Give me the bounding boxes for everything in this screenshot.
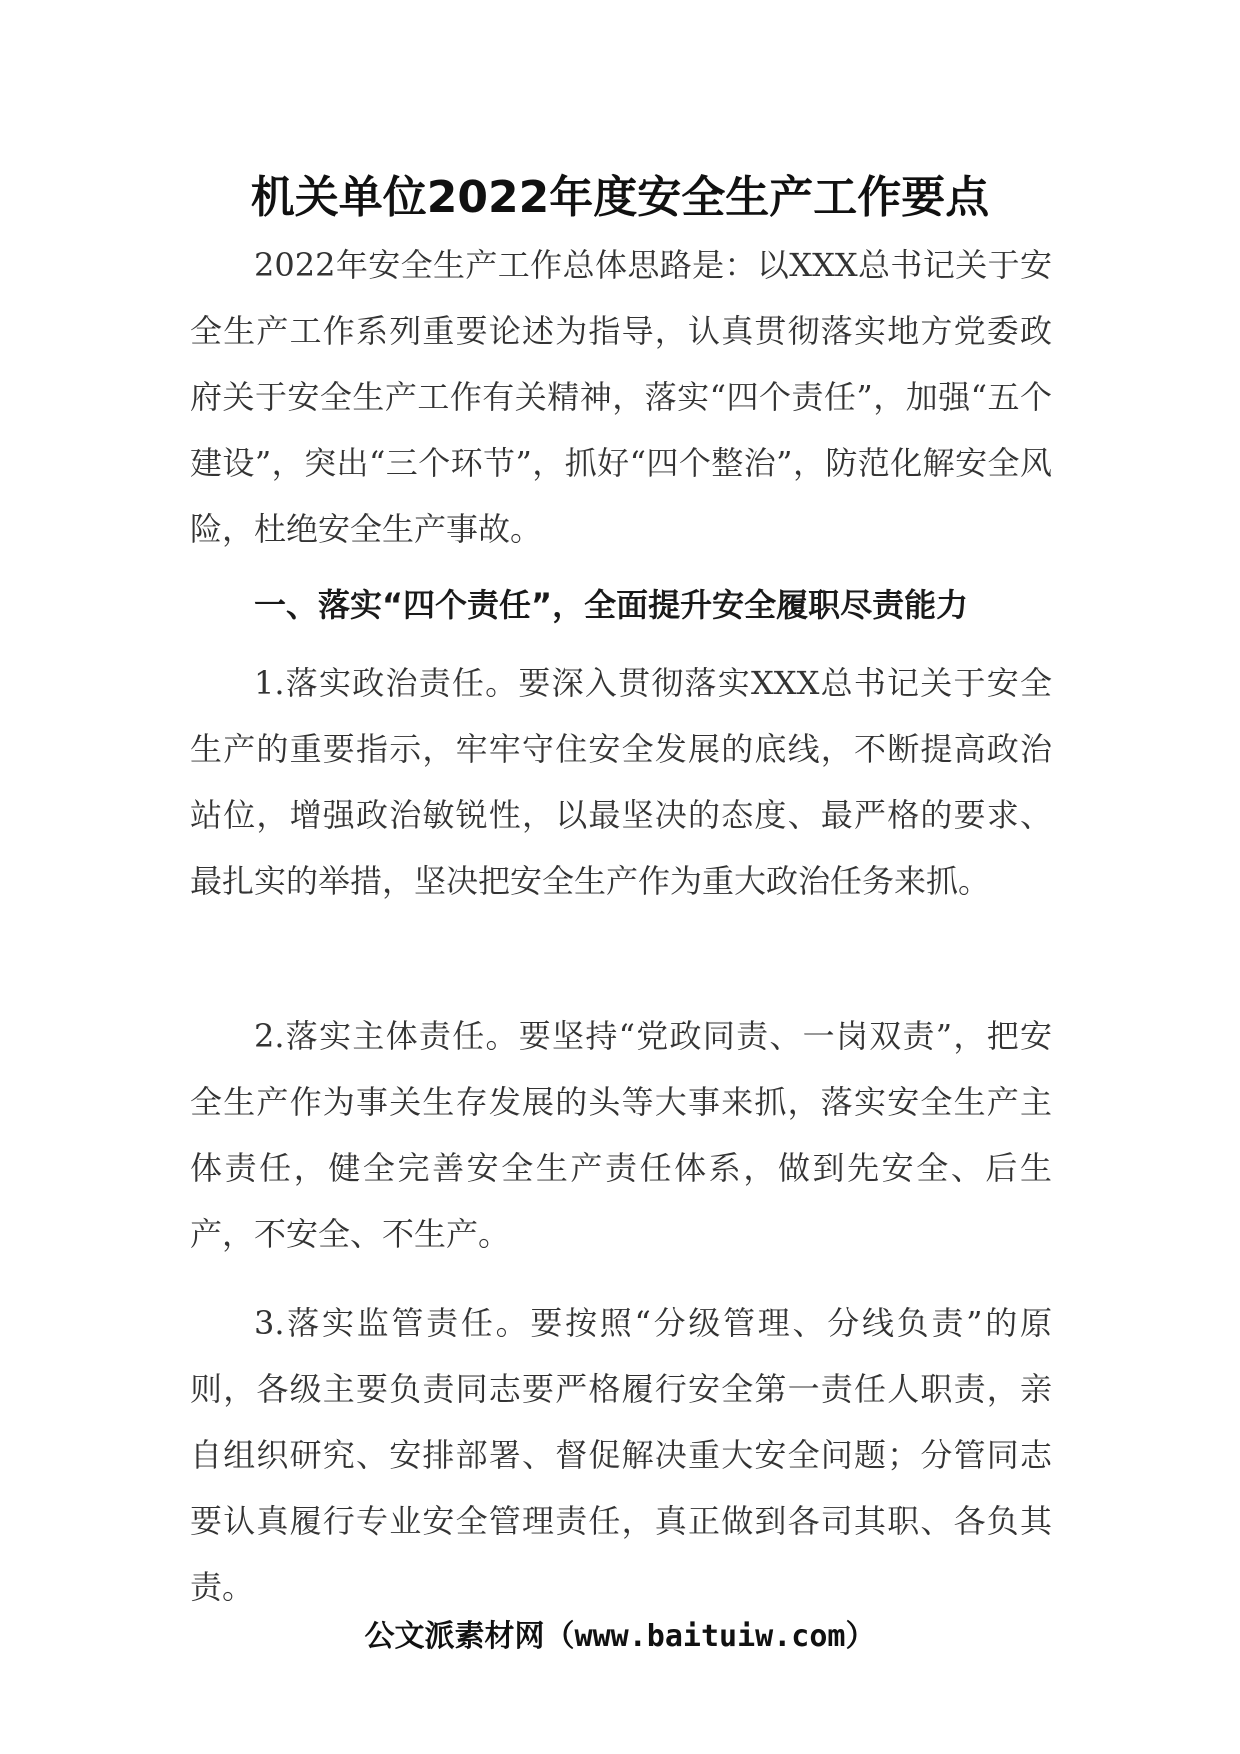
intro-paragraph: 2022年安全生产工作总体思路是：以XXX总书记关于安全生产工作系列重要论述为指导，认真贯彻落实地方党委政府关于安全生产工作有关精神，落实“四个责任”，加强“五个建设”，突出“三个环节”，抓好“四个整治”，防范化解安全风险，杜绝安全生产事故。	[190, 246, 1052, 548]
footer-source-text: 公文派素材网（www.baituiw.com）	[364, 1619, 876, 1654]
paragraph-main-responsibility: 2.落实主体责任。要坚持“党政同责、一岗双责”，把安全生产作为事关生存发展的头等大事来抓，落实安全生产主体责任，健全完善安全生产责任体系，做到先安全、后生产，不安全、不生产。	[190, 1017, 1052, 1253]
paragraph-supervision-responsibility: 3.落实监管责任。要按照“分级管理、分线负责”的原则，各级主要负责同志要严格履行安全第一责任人职责，亲自组织研究、安排部署、督促解决重大安全问题；分管同志要认真履行专业安全管理责任，真正做到各司其职、各负其责。	[190, 1304, 1052, 1606]
paragraph-political-responsibility: 1.落实政治责任。要深入贯彻落实XXX总书记关于安全生产的重要指示，牢牢守住安全发展的底线，不断提高政治站位，增强政治敏锐性，以最坚决的态度、最严格的要求、最扎实的举措，坚决把安全生产作为重大政治任务来抓。	[190, 664, 1052, 900]
document-title: 机关单位2022年度安全生产工作要点	[250, 172, 990, 223]
section-heading: 一、落实“四个责任”，全面提升安全履职尽责能力	[254, 586, 969, 624]
